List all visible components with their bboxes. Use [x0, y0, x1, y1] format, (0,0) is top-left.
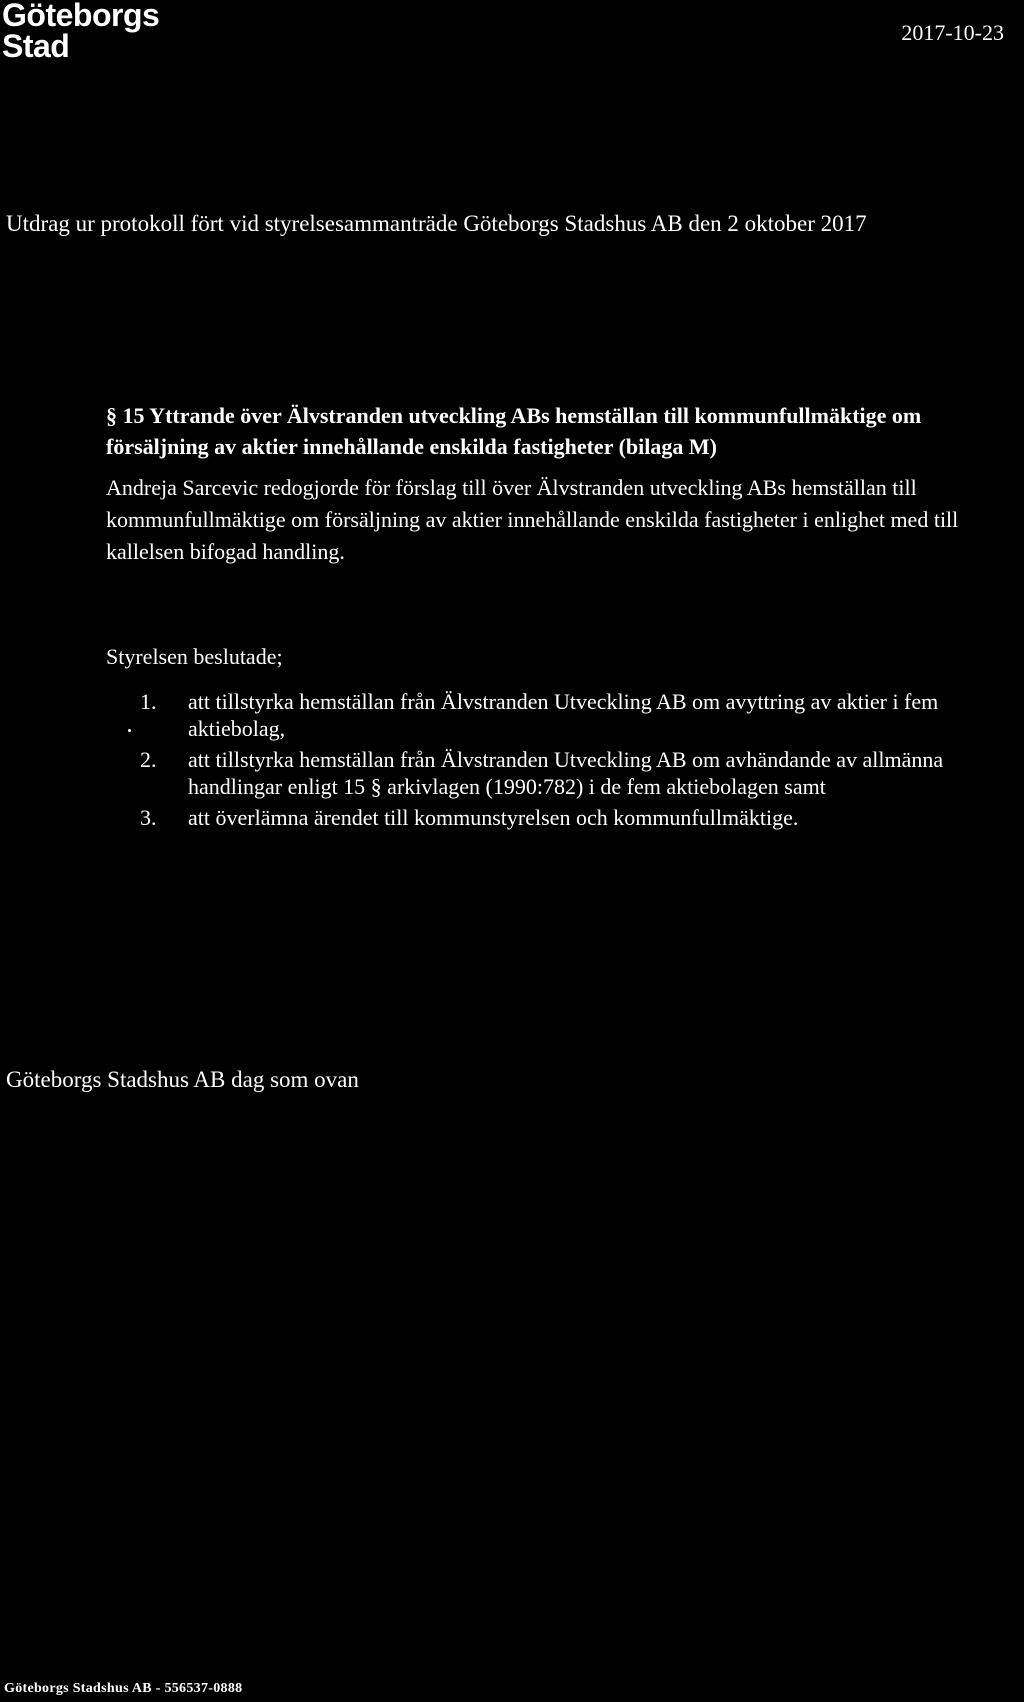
decision-text: att tillstyrka hemställan från Älvstranden Utveckling AB om avyttring av aktier i fem aktiebolag, [188, 689, 939, 741]
decision-number: 1. [140, 689, 157, 714]
protocol-section [106, 400, 1016, 568]
section-body: Andreja Sarcevic redogjorde för förslag till över Älvstranden utveckling ABs hemställan till kommunfullmäktige om försäljning av aktier innehållande enskilda fastigheter i enlighet med till kallelsen bifogad handling. [106, 475, 959, 564]
decision-list [106, 688, 1022, 835]
decision-label: Styrelsen beslutade; [106, 644, 283, 669]
decision-number: 2. [140, 747, 157, 772]
signoff: Göteborgs Stadshus AB dag som ovan [6, 1067, 359, 1092]
decision-number: 3. [140, 805, 157, 830]
scan-speck [128, 729, 131, 732]
decision-item [106, 688, 1022, 742]
excerpt-title: Utdrag ur protokoll fört vid styrelsesammanträde Göteborgs Stadshus AB den 2 oktober 2017 [6, 211, 867, 236]
decision-text: att tillstyrka hemställan från Älvstranden Utveckling AB om avhändande av allmänna handlingar enligt 15 § arkivlagen (1990:782) i de fem aktiebolagen samt [188, 747, 944, 799]
logo-line-1: Göteborgs [2, 0, 160, 33]
logo [2, 0, 159, 62]
decision-item [106, 746, 1022, 800]
logo-line-2: Stad [2, 28, 70, 64]
section-heading: § 15 Yttrande över Älvstranden utveckling ABs hemställan till kommunfullmäktige om försäljning av aktier innehållande enskilda fastigheter (bilaga M) [106, 403, 922, 459]
document-date: 2017-10-23 [901, 20, 1004, 45]
footer-company-id: Göteborgs Stadshus AB - 556537-0888 [4, 1681, 243, 1696]
decision-item [106, 804, 1022, 831]
decision-text: att överlämna ärendet till kommunstyrelsen och kommunfullmäktige. [188, 805, 799, 830]
